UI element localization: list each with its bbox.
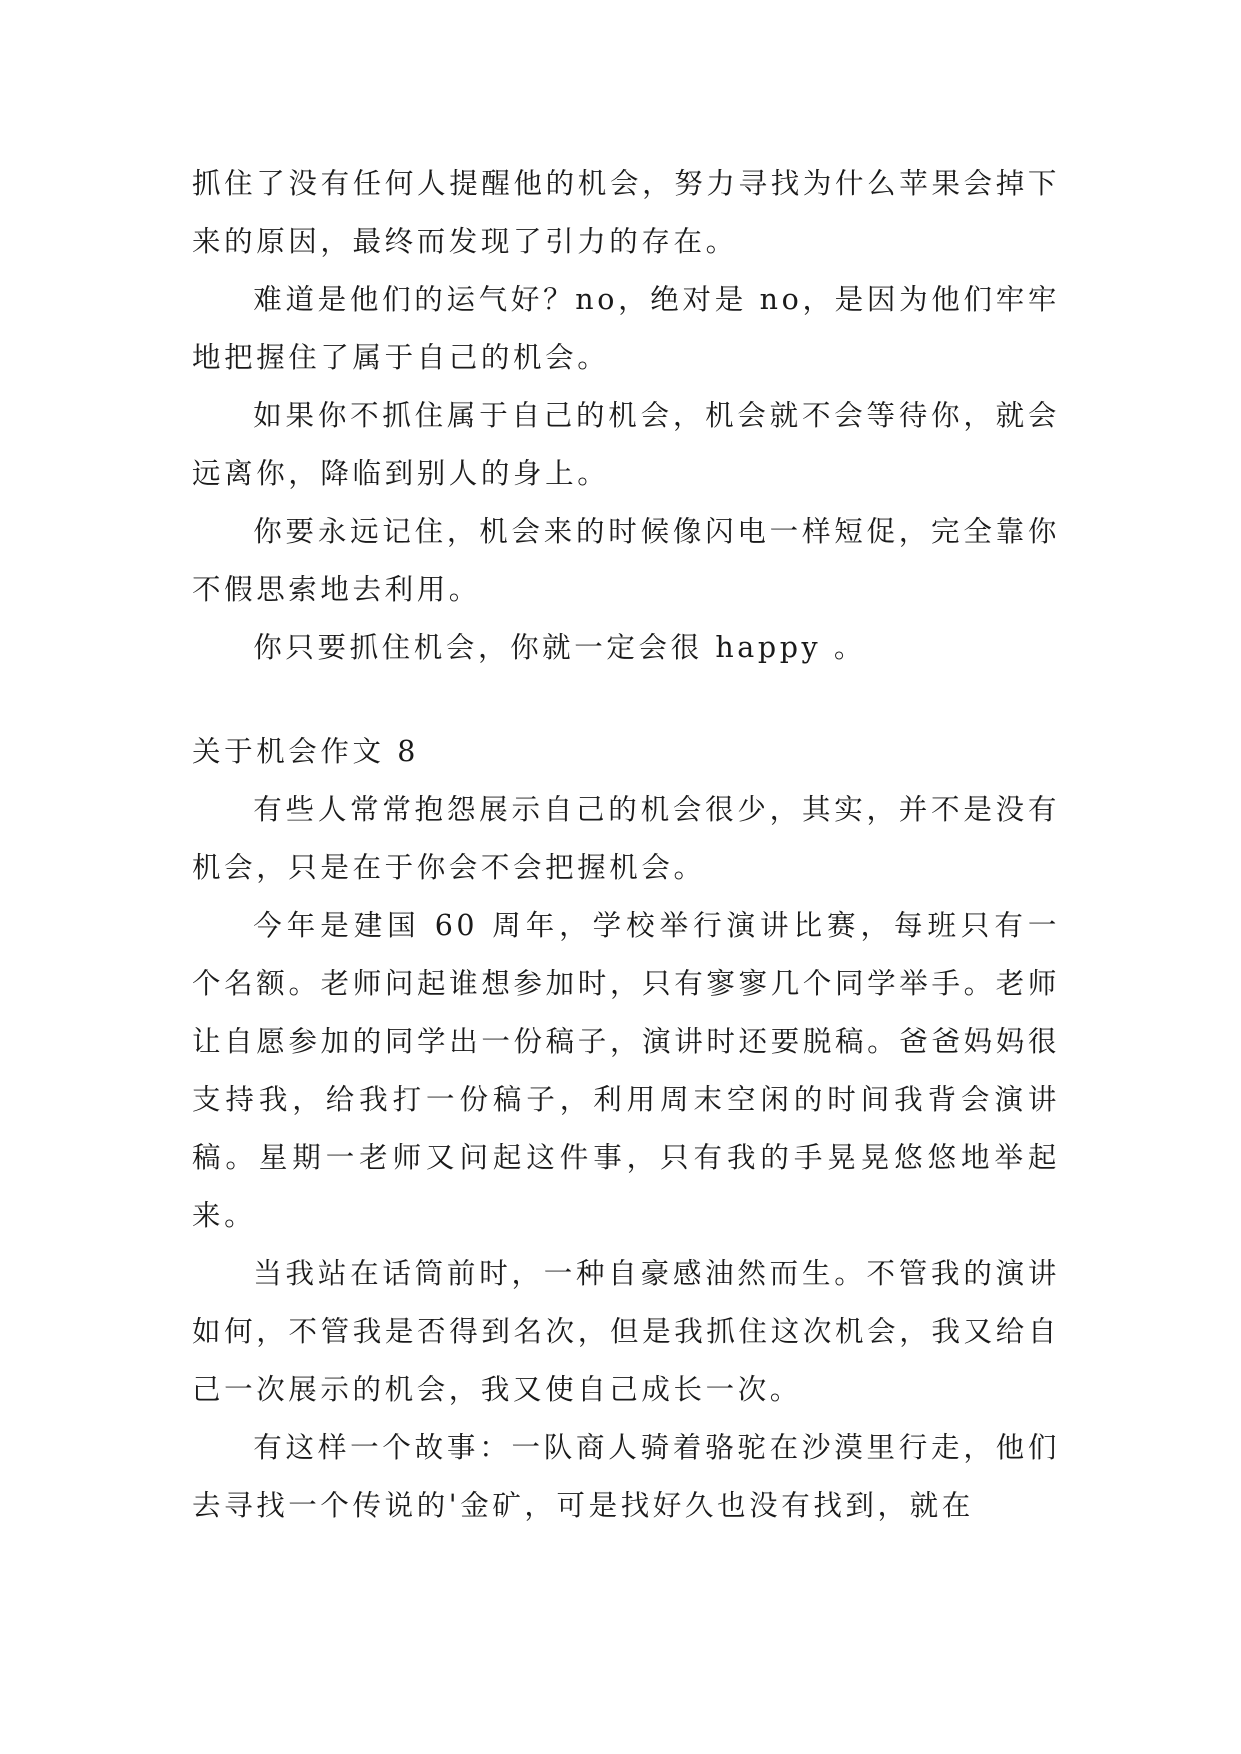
paragraph: 有些人常常抱怨展示自己的机会很少，其实，并不是没有机会，只是在于你会不会把握机会。 xyxy=(192,793,1060,884)
paragraph: 抓住了没有任何人提醒他的机会，努力寻找为什么苹果会掉下来的原因，最终而发现了引力的存在。 xyxy=(192,167,1060,258)
paragraph: 有这样一个故事：一队商人骑着骆驼在沙漠里行走，他们去寻找一个传说的'金矿，可是找好久也没有找到，就在 xyxy=(192,1431,1060,1522)
paragraph: 难道是他们的运气好？no，绝对是 no，是因为他们牢牢地把握住了属于自己的机会。 xyxy=(192,283,1060,374)
paragraph: 你只要抓住机会，你就一定会很 happy 。 xyxy=(253,631,867,664)
paragraph: 今年是建国 60 周年，学校举行演讲比赛，每班只有一个名额。老师问起谁想参加时，只有寥寥几个同学举手。老师让自愿参加的同学出一份稿子，演讲时还要脱稿。爸爸妈妈很支持我，给我打一份稿子，利用周末空闲的时间我背会演讲稿。星期一老师又问起这件事，只有我的手晃晃悠悠地举起来。 xyxy=(192,909,1060,1232)
section-heading: 关于机会作文 8 xyxy=(192,735,419,768)
paragraph: 你要永远记住，机会来的时候像闪电一样短促，完全靠你不假思索地去利用。 xyxy=(192,515,1060,606)
document-body xyxy=(192,155,1060,1535)
paragraph: 如果你不抓住属于自己的机会，机会就不会等待你，就会远离你，降临到别人的身上。 xyxy=(192,399,1060,490)
paragraph: 当我站在话筒前时，一种自豪感油然而生。不管我的演讲如何，不管我是否得到名次，但是我抓住这次机会，我又给自己一次展示的机会，我又使自己成长一次。 xyxy=(192,1257,1060,1406)
